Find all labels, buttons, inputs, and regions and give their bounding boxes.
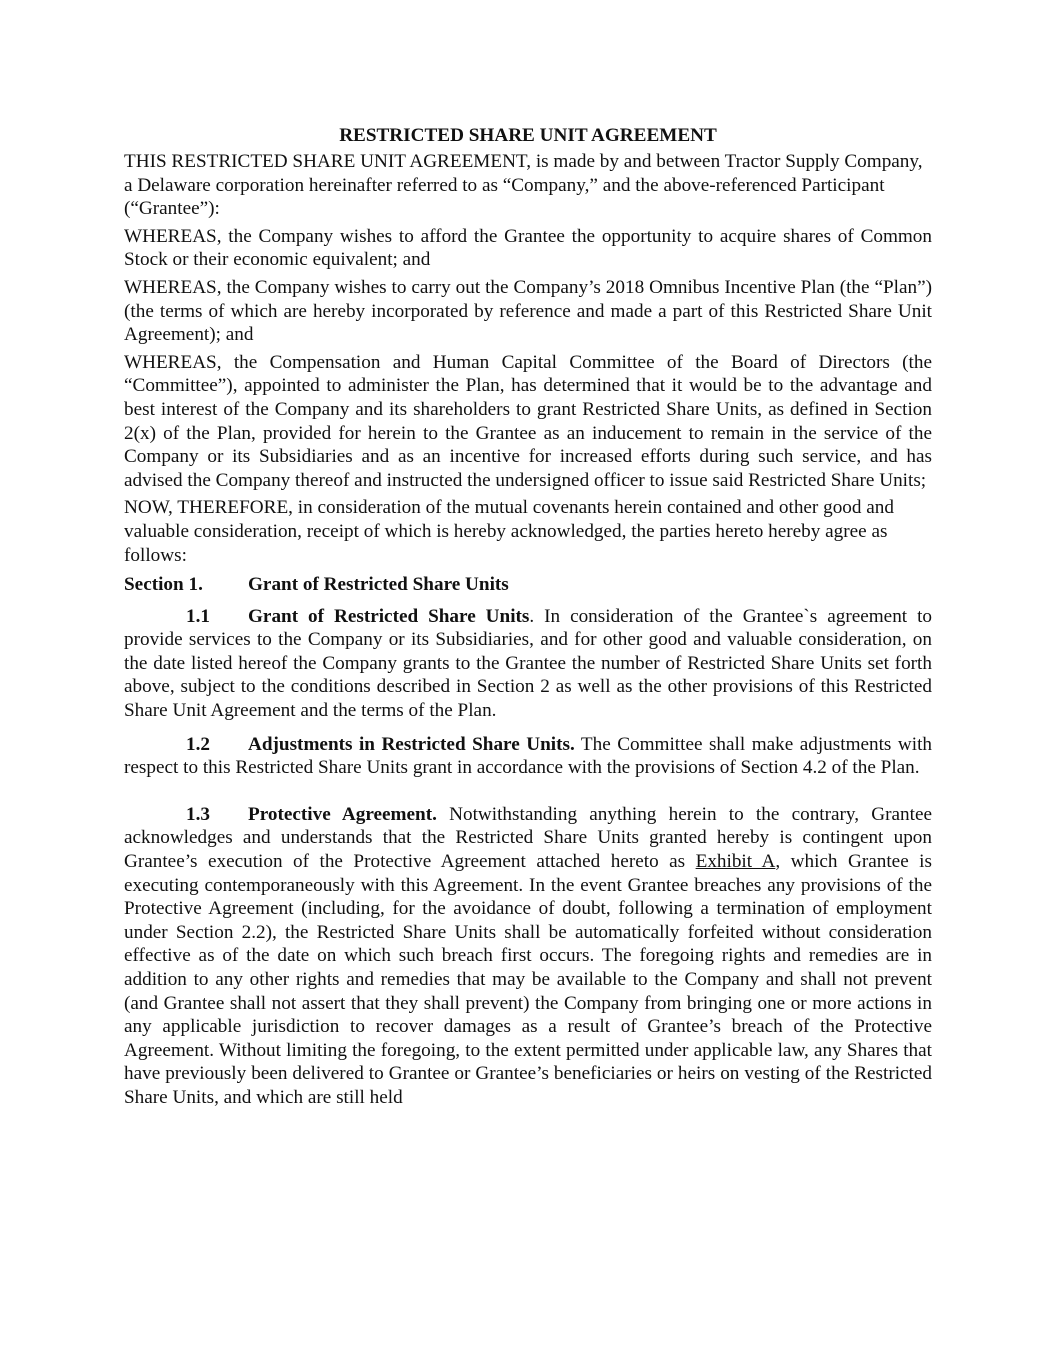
subsection-number: 1.2 bbox=[186, 733, 210, 755]
subsection-number: 1.1 bbox=[186, 605, 210, 627]
subsection-number: 1.3 bbox=[186, 803, 210, 825]
subsection-text: . In consideration of the Grantee`s agreement to provide services to the Company or its Subsidiaries, and for other good and valuable consideration, on the date listed hereof the Company grants to the Grantee the number of Restricted Share Units set forth above, subject to the conditions described in Section 2 as well as the other provisions of this Restricted Share Unit Agreement and the terms of the Plan. bbox=[124, 605, 932, 722]
subsection-1-2 bbox=[124, 733, 932, 780]
subsection-1-1 bbox=[124, 605, 932, 723]
whereas-paragraph-2: WHEREAS, the Company wishes to carry out the Company’s 2018 Omnibus Incentive Plan (the “Plan”) (the terms of which are hereby incorporated by reference and made a part of this Restricted Share Unit Agreement); and bbox=[124, 276, 932, 346]
now-therefore-paragraph: NOW, THEREFORE, in consideration of the mutual covenants herein contained and other good and valuable consideration, receipt of which is hereby acknowledged, the parties hereto hereby agree as follows: bbox=[124, 497, 894, 566]
subsection-1-3 bbox=[124, 803, 932, 1110]
document-page bbox=[124, 124, 932, 1120]
subsection-title: Grant of Restricted Share Units bbox=[248, 605, 530, 627]
subsection-text-part-2: , which Grantee is executing contemporaneously with this Agreement. In the event Grantee breaches any provisions of the Protective Agreement (including, for the avoidance of doubt, following a termination of employment under Section 2.2), the Restricted Share Units shall be automatically forfeited without consideration effective as of the date on which such breach first occurs. The foregoing rights and remedies are in addition to any other rights and remedies that may be available to the Company and shall not prevent (and Grantee shall not assert that they shall prevent) the Company from bringing one or more actions in any applicable jurisdiction to recover damages as a result of Grantee’s breach of the Protective Agreement. Without limiting the foregoing, to the extent permitted under applicable law, any Shares that have previously been delivered to Grantee or Grantee’s beneficiaries or heirs on vesting of the Restricted Share Units, and which are still held bbox=[124, 851, 932, 1108]
section-number: Section 1. bbox=[124, 574, 203, 596]
subsection-title: Protective Agreement. bbox=[248, 803, 437, 825]
exhibit-a-link[interactable]: Exhibit A bbox=[695, 851, 776, 873]
subsection-title: Adjustments in Restricted Share Units. bbox=[248, 733, 575, 755]
intro-paragraph: THIS RESTRICTED SHARE UNIT AGREEMENT, is made by and between Tractor Supply Company, a Delaware corporation hereinafter referred to as “Company,” and the above-referenced Participant (“Grantee”): bbox=[124, 151, 923, 220]
whereas-paragraph-1: WHEREAS, the Company wishes to afford the Grantee the opportunity to acquire shares of Common Stock or their economic equivalent; and bbox=[124, 225, 932, 271]
subsection-text: The Committee shall make adjustments with respect to this Restricted Share Units grant in accordance with the provisions of Section 4.2 of the Plan. bbox=[124, 733, 933, 779]
section-1-heading bbox=[124, 573, 932, 597]
section-title: Grant of Restricted Share Units bbox=[248, 574, 509, 596]
subsection-text-part-1: Notwithstanding anything herein to the contrary, Grantee acknowledges and understands that the Restricted Share Units granted hereby is contingent upon Grantee’s execution of the Protective Agreement attached hereto as bbox=[124, 803, 932, 873]
whereas-paragraph-3: WHEREAS, the Compensation and Human Capital Committee of the Board of Directors (the “Committee”), appointed to administer the Plan, has determined that it would be to the advantage and best interest of the Company and its shareholders to grant Restricted Share Units, as defined in Section 2(x) of the Plan, provided for herein to the Grantee as an inducement to remain in the service of the Company or its Subsidiaries and as an incentive for increased efforts during such service, and has advised the Company thereof and instructed the undersigned officer to issue said Restricted Share Units; bbox=[124, 351, 932, 491]
document-title: RESTRICTED SHARE UNIT AGREEMENT bbox=[339, 125, 717, 146]
